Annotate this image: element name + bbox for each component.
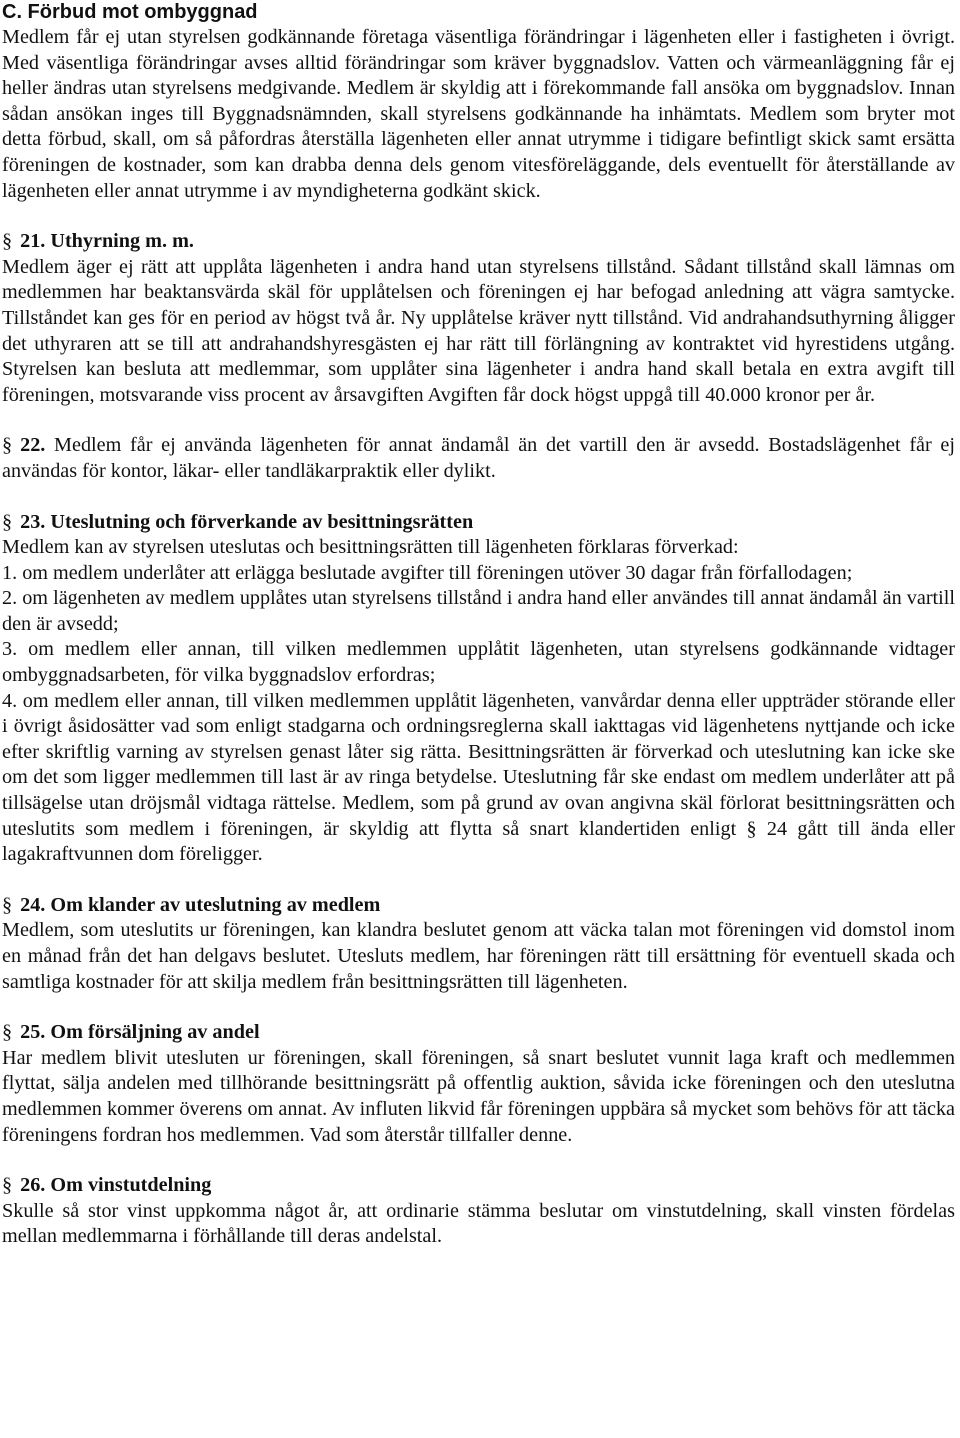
- document-page: [2, 0, 955, 1250]
- section-26-body: Skulle så stor vinst uppkomma något år, att ordinarie stämma beslutar om vinstutdelning, skall vinsten fördelas mellan medlemmarna i förhållande till deras andelstal.: [2, 1199, 955, 1248]
- paragraph-sign: §: [2, 1174, 13, 1197]
- spacer: [2, 995, 955, 1020]
- section-c: [2, 0, 955, 204]
- section-21-heading: [2, 229, 955, 255]
- section-24-heading: [2, 893, 955, 919]
- section-23-title: 23. Uteslutning och förverkande av besittningsrätten: [20, 510, 474, 533]
- section-c-body: Medlem får ej utan styrelsen godkännande företaga väsentliga förändringar i lägenheten eller i fastigheten i övrigt. Med väsentliga förändringar avses alltid förändringar som kräver byggnadslov. Vatten och värmeanläggning får ej heller ändras utan styrelsens medgivande. Medlem är skyldig att i förekommande fall ansöka om byggnadslov. Innan sådan ansökan inges till Byggnadsnämnden, skall styrelsens godkännande ha inhämtats. Medlem som bryter mot detta förbud, skall, om så påfordras återställa lägenheten eller annat utrymme i tidigare befintligt skick samt ersätta föreningen de kostnader, som kan drabba denna dels genom vitesföreläggande, dels eventuellt för återställande av lägenheten eller annat utrymme i av myndigheterna godkänt skick.: [2, 26, 955, 202]
- section-23-intro: Medlem kan av styrelsen uteslutas och besittningsrätten till lägenheten förklaras förverkad:: [2, 536, 739, 559]
- spacer: [2, 868, 955, 893]
- section-26: [2, 1173, 955, 1250]
- section-25: [2, 1020, 955, 1148]
- paragraph-sign: §: [2, 1021, 13, 1044]
- section-25-heading: [2, 1020, 955, 1046]
- section-23: [2, 510, 955, 868]
- spacer: [2, 485, 955, 510]
- section-24: [2, 893, 955, 995]
- section-25-body: Har medlem blivit utesluten ur föreningen, skall föreningen, så snart beslutet vunnit laga kraft och medlemmen flyttat, sälja andelen med tillhörande besittningsrätt på offentlig auktion, såvida icke föreningen och den uteslutna medlemmen kommer överens om annat. Av influten likvid får föreningen uppbära så mycket som behövs för att täcka föreningens fordran hos medlemmen. Vad som återstår tillfaller denne.: [2, 1046, 955, 1146]
- section-23-heading: [2, 510, 955, 536]
- paragraph-sign: §: [2, 434, 13, 457]
- section-25-title: 25. Om försäljning av andel: [20, 1021, 260, 1044]
- section-22-number: 22.: [20, 434, 46, 457]
- paragraph-sign: §: [2, 510, 13, 533]
- section-26-heading: [2, 1173, 955, 1199]
- section-24-title: 24. Om klander av uteslutning av medlem: [20, 893, 381, 916]
- spacer: [2, 408, 955, 433]
- section-22-body: Medlem får ej använda lägenheten för annat ändamål än det vartill den är avsedd. Bostadslägenhet får ej användas för kontor, läkar- eller tandläkarpraktik eller dylikt.: [2, 434, 955, 482]
- spacer: [2, 204, 955, 229]
- paragraph-sign: §: [2, 893, 13, 916]
- section-23-item-1: 1. om medlem underlåter att erlägga beslutade avgifter till föreningen utöver 30 dagar från förfallodagen;: [2, 561, 853, 584]
- section-c-heading: C. Förbud mot ombyggnad: [2, 1, 258, 23]
- section-22: [2, 433, 955, 484]
- section-21: [2, 229, 955, 408]
- section-26-title: 26. Om vinstutdelning: [20, 1174, 212, 1197]
- section-22-body-wrap: [2, 433, 955, 484]
- section-23-item-3: 3. om medlem eller annan, till vilken medlemmen upplåtit lägenheten, utan styrelsens godkännande vidtager ombyggnadsarbeten, för vilka byggnadslov erfordras;: [2, 638, 955, 687]
- section-24-body: Medlem, som uteslutits ur föreningen, kan klandra beslutet genom att väcka talan mot föreningen vid domstol inom en månad från det han delgavs beslutet. Utesluts medlem, har föreningen rätt till ersättning för eventuell skada och samtliga kostnader för att skilja medlem från besittningsrätten till lägenheten.: [2, 919, 955, 993]
- section-21-title: 21. Uthyrning m. m.: [20, 230, 194, 253]
- section-21-body: Medlem äger ej rätt att upplåta lägenheten i andra hand utan styrelsens tillstånd. Sådant tillstånd skall lämnas om medlemmen har beaktansvärda skäl för upplåtelsen och föreningen ej har befogad anledning att vägra samtycke. Tillståndet kan ges för en period av högst två år. Ny upplåtelse kräver nytt tillstånd. Vid andrahandsuthyrning åligger det uthyraren att se till att andrahandshyresgästen ej har rätt till förlängning av kontraktet vid hyrestidens utgång. Styrelsen kan besluta att medlemmar, som upplåter sina lägenheter i andra hand skall betala en extra avgift till föreningen, motsvarande viss procent av årsavgiften Avgiften får dock högst uppgå till 40.000 kronor per år.: [2, 255, 955, 406]
- section-23-item-4: 4. om medlem eller annan, till vilken medlemmen upplåtit lägenheten, vanvårdar denna eller uppträder störande eller i övrigt åsidosätter vad som enligt stadgarna och ordningsreglerna skall iakttagas vid lägenhetens nyttjande och icke efter skriftlig varning av styrelsen genast låter sig rätta. Besittningsrätten är förverkad och uteslutning kan icke ske om det som ligger medlemmen till last är av ringa betydelse. Uteslutning får ske endast om medlem underlåter att på tillsägelse utan dröjsmål vidtaga rättelse. Medlem, som på grund av ovan angivna skäl förlorat besittningsrätten och uteslutits som medlem i föreningen, är skyldig att flytta så snart klandertiden enligt § 24 gått till ända eller lagakraftvunnen dom föreligger.: [2, 689, 955, 866]
- spacer: [2, 1148, 955, 1173]
- section-23-item-2: 2. om lägenheten av medlem upplåtes utan styrelsens tillstånd i andra hand eller användes till annat ändamål än vartill den är avsedd;: [2, 587, 955, 635]
- paragraph-sign: §: [2, 230, 13, 253]
